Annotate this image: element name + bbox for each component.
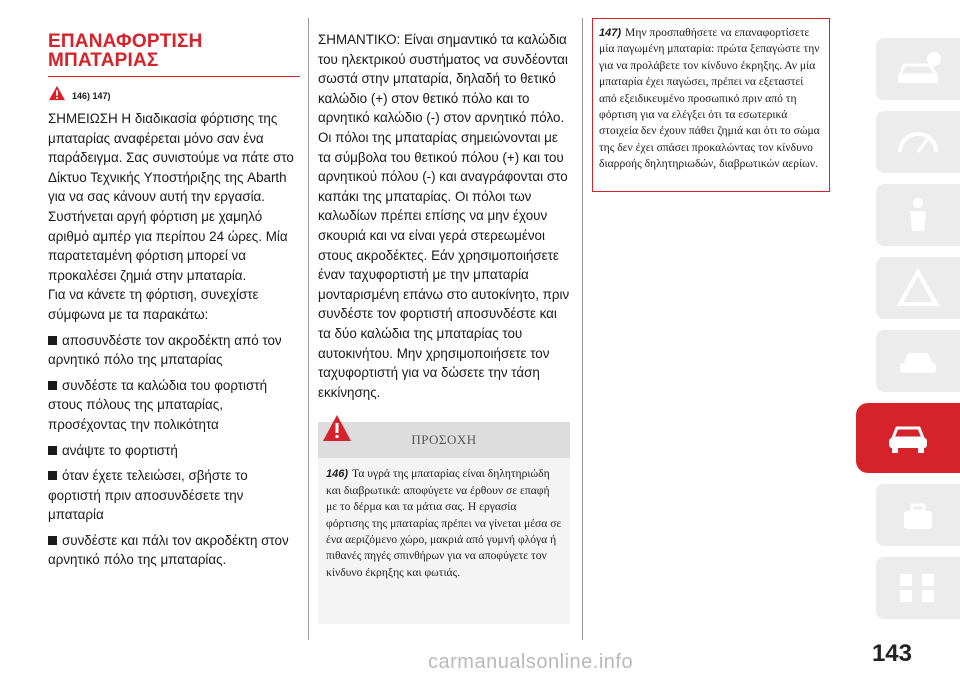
bullet-icon: [48, 446, 57, 455]
seatbelt-icon: [894, 195, 942, 235]
wrench-car-icon: [894, 341, 942, 381]
tab-warnings[interactable]: [876, 257, 960, 319]
tab-maintenance[interactable]: [876, 330, 960, 392]
warning-text: Μην προσπαθήσετε να επαναφορτίσετε μία παγωμένη μπαταρία: πρώτα ξεπαγώστε την για να προλάβετε τον κίνδυνο έκρηξης. Αν μία μπαταρία έχει παγώσει, πρέπει να εξεταστεί από εξειδικευμένο προσωπικό πριν από τη φόρτιση για να ελέγξει ότι τα εσωτερικά στοιχεία δεν έχουν πάθει ζημιά και ότι το σώμα της δεν έχει σπάσει προκαλώντας τον κίνδυνο διαρροής δηλητηριωδών, διαβρωτικών αερίων.: [599, 26, 820, 171]
list-item: [48, 376, 300, 435]
warning-146: [318, 458, 570, 624]
warning-triangle-icon: [894, 268, 942, 308]
tab-safety[interactable]: [876, 184, 960, 246]
warning-number: 146): [326, 468, 349, 481]
tools-icon: [894, 495, 942, 535]
list-item: [48, 531, 300, 570]
list-item: [48, 466, 300, 525]
list-item: [48, 331, 300, 370]
column-3: [592, 28, 830, 192]
list-item: [48, 441, 300, 461]
warning-banner: [318, 422, 570, 458]
column-divider: [308, 18, 309, 640]
index-letters-icon: [894, 568, 942, 608]
warning-triangle-icon: [48, 85, 66, 101]
important-paragraph: ΣΗΜΑΝΤΙΚΟ: Είναι σημαντικό τα καλώδια του ηλεκτρικού συστήματος να συνδέονται σωστά στην μπαταρία, δηλαδή το θετικό καλώδιο (+) στον θετικό πόλο και το αρνητικό καλώδιο (-) στον αρνητικό πόλο. Οι πόλοι της μπαταρίας σημειώνονται με τα σύμβολα του θετικού πόλου (+) και του αρνητικού πόλου (-) και αναγράφονται στο καπάκι της μπαταρίας. Οι πόλοι των καλωδίων πρέπει επίσης να μην έχουν σκουριά και να είναι γερά στερεωμένοι στους ακροδέκτες. Εάν χρησιμοποιήσετε έναν ταχυφορτιστή με την μπαταρία μονταρισμένη επάνω στο αυτοκίνητο, πριν συνδέστε τον φορτιστή αποσυνδέστε και τα δύο καλώδια της μπαταρίας του αυτοκινήτου. Μην χρησιμοποιήσετε τον ταχυφορτιστή για να δώσετε την τάση εκκίνησης.: [318, 32, 570, 400]
car-info-icon: [894, 49, 942, 89]
tab-dashboard[interactable]: [876, 111, 960, 173]
chapter-sidebar: [854, 38, 960, 630]
bullet-icon: [48, 471, 57, 480]
section-title: [48, 28, 300, 77]
warning-text: Τα υγρά της μπαταρίας είναι δηλητηριώδη και διαβρωτικά: αποφύγετε να έρθουν σε επαφή με το δέρμα και τα μάτια σας. Η εργασία φόρτισης της μπαταρίας πρέπει να γίνεται μέσα σε ένα αεριζόμενο χώρο, μακριά από γυμνή φλόγα ή πιθανές πηγές σπινθήρων για να αποφύγετε τον κίνδυνο έκρηξης και φωτιάς.: [326, 467, 562, 579]
warning-title: ΠΡΟΣΟΧΗ: [411, 432, 477, 448]
refs-text: 146) 147): [72, 91, 111, 101]
note-paragraph: ΣΗΜΕΙΩΣΗ Η διαδικασία φόρτισης της μπαταρίας αναφέρεται μόνο σαν ένα παράδειγμα. Σας συνιστούμε να πάτε στο Δίκτυο Τεχνικής Υποστήριξης της Abarth για να σας κάνουν αυτή την εργασία.: [48, 111, 294, 205]
dashboard-icon: [894, 122, 942, 162]
bullet-icon: [48, 536, 57, 545]
procedure-intro: Για να κάνετε τη φόρτιση, συνεχίστε σύμφωνα με τα παρακάτω:: [48, 287, 259, 322]
page-number: 143: [871, 640, 912, 667]
column-divider: [582, 18, 583, 640]
bullet-icon: [48, 381, 57, 390]
list-item-text: συνδέστε τα καλώδια του φορτιστή στους πόλους της μπαταρίας, προσέχοντας την πολικότητα: [48, 377, 268, 432]
charging-paragraph: Συστήνεται αργή φόρτιση με χαμηλό αριθμό αμπέρ για περίπου 24 ώρες. Μία παρατεταμένη φόρτιση μπορεί να προκαλέσει ζημιά στην μπαταρία.: [48, 208, 288, 283]
tab-service[interactable]: [876, 484, 960, 546]
warning-triangle-icon: [322, 414, 352, 442]
title-line-1: ΕΠΑΝΑΦΟΡΤΙΣΗ: [48, 31, 203, 52]
bullet-icon: [48, 336, 57, 345]
watermark: carmanualsonline.info: [428, 651, 634, 673]
list-item-text: όταν έχετε τελειώσει, σβήστε το φορτιστή πριν αποσυνδέσετε την μπαταρία: [48, 468, 248, 523]
title-line-2: ΜΠΑΤΑΡΙΑΣ: [48, 50, 159, 71]
list-item-text: συνδέστε και πάλι τον ακροδέκτη στον αρνητικό πόλο της μπαταρίας.: [48, 532, 289, 568]
warning-number: 147): [599, 27, 622, 39]
emergency-car-icon: [884, 418, 932, 458]
warning-147: [592, 18, 830, 192]
column-2: [318, 28, 570, 624]
tab-car-info[interactable]: [876, 38, 960, 100]
list-item-text: ανάψτε το φορτιστή: [62, 442, 178, 458]
column-1: [48, 28, 300, 570]
warning-refs: [48, 83, 300, 101]
list-item-text: αποσυνδέστε τον ακροδέκτη από τον αρνητικό πόλο της μπαταρίας: [48, 332, 282, 368]
tab-emergency[interactable]: [856, 403, 960, 473]
tab-index[interactable]: [876, 557, 960, 619]
